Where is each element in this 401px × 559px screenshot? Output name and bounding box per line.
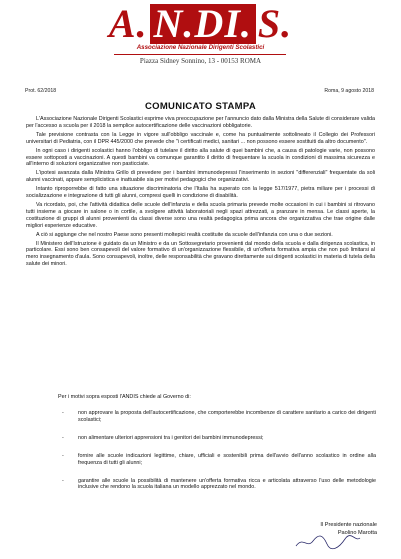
andis-logo: A. N.DI. S. — [108, 1, 293, 46]
requests-list — [62, 410, 376, 502]
paragraph: Tale previsione contrasta con la Legge in vigore sull'obbligo vaccinale e, come ha puntualmente sottolineato il Collegio dei Professori universitari di Pediatria, con il DPR 445/2000 che prevede che "i certificati medici, sanitari ... non possono essere sostituiti da altro documento". — [26, 131, 375, 145]
paragraph: In ogni caso i dirigenti scolastici hanno l'obbligo di tutelare il diritto alla salute di quei bambini che, a causa di patologie varie, non possono essere sottoposti a vaccinazioni. A questi bambini va comunque garantito il diritto di frequentare la scuola in condizioni di massima sicurezza e all'interno di soluzioni organizzative non pasticciate. — [26, 147, 375, 168]
list-item: - fornire alle scuole indicazioni legittime, chiare, ufficiali e sostenibili prima dell'avvio dell'anno scolastico in ordine alla frequenza di tutti gli alunni; — [62, 452, 376, 466]
paragraph: Intanto riproporrebbe di fatto una situazione discriminatoria che l'Italia ha superato con la legge 517/1977, pietra miliare per i processi di socializzazione e integrazione di tutti gli alunni, compresi quelli in condizione di disabilità. — [26, 186, 375, 200]
paragraph: A ciò si aggiunge che nel nostro Paese sono presenti moltepici realtà costituite da scuole dell'infanzia con una o due sezioni. — [36, 231, 333, 238]
list-item: - non alimentare ulteriori apprensioni tra i genitori dei bambini immunodepressi; — [62, 434, 264, 441]
requests-intro: Per i motivi sopra esposti l'ANDIS chiede al Governo di: — [58, 394, 191, 400]
paragraph: L'Associazione Nazionale Dirigenti Scolastici esprime viva preoccupazione per l'annuncio dato dalla Ministra della Salute di considerare valida per l'accesso a scuola per il 2018 la semplice autocertificazione delle vaccinazioni obbligatorie. — [26, 116, 375, 129]
association-address: Piazza Sidney Sonnino, 13 - 00153 ROMA — [139, 57, 262, 65]
paragraph: Il Ministero dell'Istruzione è guidato da un Ministro e da un Sottosegretario provenienti dal mondo della scuola e dalla dirigenza scolastica, in particolare. Essi sono ben consapevoli del valore formativo di un'organizzazione flessibile, di un'offerta formativa ampia che non può limitarsi al mero insegnamento d'aula. Sono consapevoli, inoltre, delle responsabilità che gravano direttamente sui dirigenti scolastici in materia di tutela della salute dei minori. — [26, 240, 375, 268]
body-text — [26, 116, 375, 270]
paragraph: L'ipotesi avanzata dalla Ministra Grillo di prevedere per i bambini immunodepressi l'inserimento in sezioni "differenziali" frequentate da soli alunni vaccinati, appare semplicistica e inattuabile sia per motivi pedagogici che organizzativi. — [26, 170, 375, 184]
protocol-number: Prot. 62/2018 — [25, 88, 57, 94]
page-title: COMUNICATO STAMPA — [144, 101, 256, 112]
signatory-name: Paolino Marotta — [337, 529, 377, 536]
list-item: - garantire alle scuole la possibilità di mantenere un'offerta formativa ricca e articolata attraverso l'uso delle metodologie inclusive che rendono la scuola italiana un modello apprezzato nel mondo. — [62, 477, 376, 491]
signatory-role: Il Presidente nazionale — [320, 522, 377, 528]
handwritten-signature-icon — [293, 533, 363, 551]
letterhead-rule — [114, 54, 286, 55]
paragraph: Va ricordato, poi, che l'attività didattica delle scuole dell'infanzia e della scuola primaria prevede molte occasioni in cui i bambini si ritrovano tutti insieme a giocare in salone o in cortile, a svolgere attività laboratoriali negli spazi attrezzati, a pranzare in mensa. Le classi aperte, la costituzione di gruppi di alunni provenienti da classi diverse sono una realtà pedagogica prima ancora che organizzativa che trae origine dalle migliori esperienze educative. — [26, 201, 375, 229]
list-item: - non approvare la proposta dell'autocertificazione, che comporterebbe incombenze di carattere sanitario a carico dei dirigenti scolastici; — [62, 410, 376, 423]
document-date: Roma, 9 agosto 2018 — [324, 88, 374, 94]
association-name: Associazione Nazionale Dirigenti Scolastici — [136, 44, 265, 51]
